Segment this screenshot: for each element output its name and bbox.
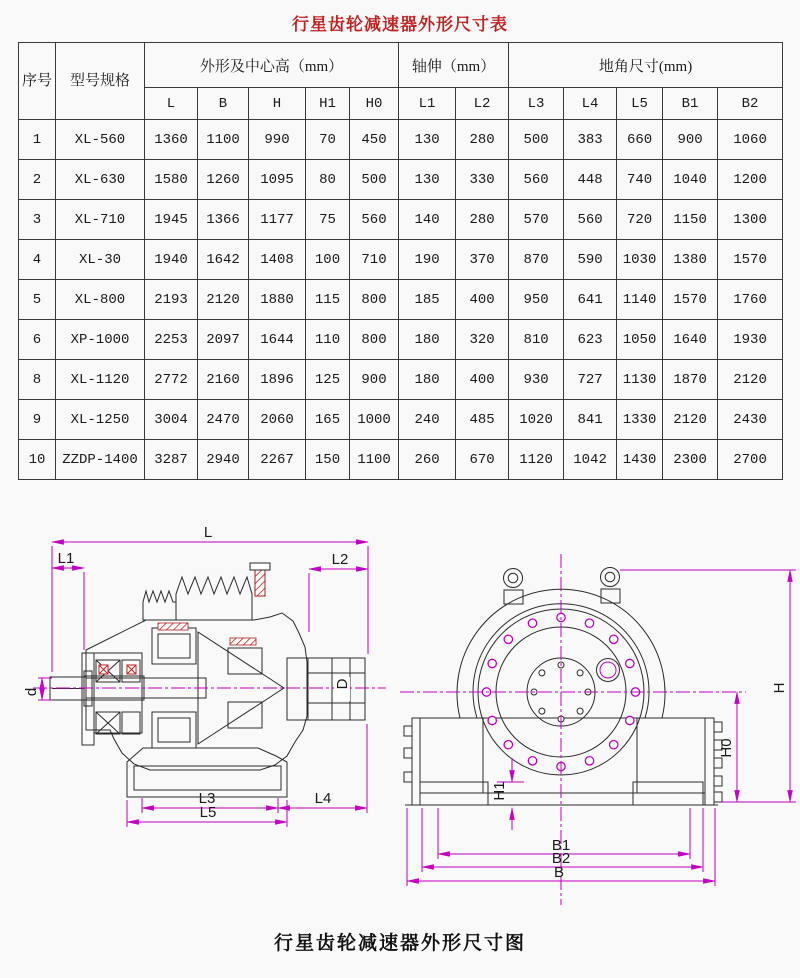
model-cell: XL-800	[56, 280, 145, 320]
value-cell: 80	[306, 160, 350, 200]
table-row	[19, 440, 783, 480]
value-cell: 570	[509, 200, 564, 240]
value-cell: 370	[456, 240, 509, 280]
pedestal-body	[420, 718, 705, 805]
model-cell: ZZDP-1400	[56, 440, 145, 480]
output-shaft	[287, 658, 365, 720]
stud-bolts	[404, 722, 722, 802]
subheader-B: B	[198, 88, 249, 120]
subheader-H: H	[249, 88, 306, 120]
value-cell: 1300	[718, 200, 783, 240]
dim-label-L2: L2	[331, 551, 349, 568]
value-cell: 1642	[198, 240, 249, 280]
value-cell: 560	[350, 200, 399, 240]
dim-label-L: L	[203, 524, 213, 541]
value-cell: 240	[399, 400, 456, 440]
value-cell: 1330	[617, 400, 663, 440]
header-seq: 序号	[19, 43, 56, 120]
value-cell: 1940	[145, 240, 198, 280]
value-cell: 1408	[249, 240, 306, 280]
value-cell: 870	[509, 240, 564, 280]
value-cell: 1140	[617, 280, 663, 320]
value-cell: 1260	[198, 160, 249, 200]
value-cell: 1870	[663, 360, 718, 400]
value-cell: 2772	[145, 360, 198, 400]
value-cell: 800	[350, 280, 399, 320]
table-body	[19, 120, 783, 480]
value-cell: 140	[399, 200, 456, 240]
subheader-L1: L1	[399, 88, 456, 120]
value-cell: 930	[509, 360, 564, 400]
dim-label-L5: L5	[199, 804, 217, 821]
seq-cell: 5	[19, 280, 56, 320]
seq-cell: 10	[19, 440, 56, 480]
value-cell: 1930	[718, 320, 783, 360]
value-cell: 1150	[663, 200, 718, 240]
value-cell: 590	[564, 240, 617, 280]
table-row	[19, 280, 783, 320]
value-cell: 1120	[509, 440, 564, 480]
value-cell: 1060	[718, 120, 783, 160]
bearing	[96, 660, 140, 734]
value-cell: 670	[456, 440, 509, 480]
value-cell: 2700	[718, 440, 783, 480]
table-row	[19, 320, 783, 360]
value-cell: 125	[306, 360, 350, 400]
value-cell: 1042	[564, 440, 617, 480]
value-cell: 1380	[663, 240, 718, 280]
header-model: 型号规格	[56, 43, 145, 120]
seq-cell: 1	[19, 120, 56, 160]
value-cell: 448	[564, 160, 617, 200]
value-cell: 485	[456, 400, 509, 440]
dim-label-H1: H1	[491, 781, 508, 801]
value-cell: 185	[399, 280, 456, 320]
value-cell: 165	[306, 400, 350, 440]
seal-band	[158, 623, 188, 630]
model-cell: XL-710	[56, 200, 145, 240]
value-cell: 130	[399, 160, 456, 200]
value-cell: 2253	[145, 320, 198, 360]
model-cell: XL-1250	[56, 400, 145, 440]
table-row	[19, 400, 783, 440]
seq-cell: 9	[19, 400, 56, 440]
table-row	[19, 240, 783, 280]
breather-plug	[250, 563, 270, 596]
value-cell: 260	[399, 440, 456, 480]
seq-cell: 4	[19, 240, 56, 280]
value-cell: 2193	[145, 280, 198, 320]
dim-label-H: H	[771, 682, 788, 694]
dimension-lines-left	[38, 542, 368, 827]
header-group-shaft: 轴伸（mm）	[399, 43, 509, 88]
value-cell: 2120	[718, 360, 783, 400]
value-cell: 2160	[198, 360, 249, 400]
value-cell: 727	[564, 360, 617, 400]
dim-label-B: B	[553, 864, 565, 881]
value-cell: 950	[509, 280, 564, 320]
value-cell: 100	[306, 240, 350, 280]
header-group-outline: 外形及中心高（mm）	[145, 43, 399, 88]
dim-label-d: d	[23, 687, 40, 697]
value-cell: 2060	[249, 400, 306, 440]
subheader-L5: L5	[617, 88, 663, 120]
fins-large	[176, 577, 252, 620]
table-row	[19, 360, 783, 400]
dim-label-L4: L4	[314, 790, 332, 807]
value-cell: 3287	[145, 440, 198, 480]
value-cell: 130	[399, 120, 456, 160]
value-cell: 1570	[718, 240, 783, 280]
value-cell: 1580	[145, 160, 198, 200]
value-cell: 70	[306, 120, 350, 160]
subheader-H1: H1	[306, 88, 350, 120]
end-view	[400, 554, 796, 905]
page-title: 行星齿轮减速器外形尺寸表	[292, 15, 508, 34]
value-cell: 2120	[198, 280, 249, 320]
dimension-drawing	[0, 520, 800, 915]
value-cell: 1000	[350, 400, 399, 440]
value-cell: 3004	[145, 400, 198, 440]
seal-band	[230, 638, 256, 645]
drawing-caption: 行星齿轮减速器外形尺寸图	[273, 933, 526, 954]
value-cell: 1130	[617, 360, 663, 400]
value-cell: 1030	[617, 240, 663, 280]
value-cell: 740	[617, 160, 663, 200]
value-cell: 2120	[663, 400, 718, 440]
value-cell: 500	[350, 160, 399, 200]
dim-label-L3: L3	[198, 790, 216, 807]
value-cell: 400	[456, 280, 509, 320]
sectional-view	[23, 524, 386, 827]
value-cell: 900	[663, 120, 718, 160]
value-cell: 1020	[509, 400, 564, 440]
value-cell: 641	[564, 280, 617, 320]
table-row	[19, 200, 783, 240]
model-cell: XL-1120	[56, 360, 145, 400]
value-cell: 1640	[663, 320, 718, 360]
value-cell: 1880	[249, 280, 306, 320]
header-group-foot: 地角尺寸(mm)	[509, 43, 783, 88]
value-cell: 280	[456, 200, 509, 240]
value-cell: 500	[509, 120, 564, 160]
value-cell: 1570	[663, 280, 718, 320]
value-cell: 560	[509, 160, 564, 200]
dimension-lines-right	[407, 570, 796, 886]
model-cell: XL-30	[56, 240, 145, 280]
value-cell: 180	[399, 320, 456, 360]
value-cell: 2470	[198, 400, 249, 440]
seq-cell: 2	[19, 160, 56, 200]
model-cell: XL-560	[56, 120, 145, 160]
value-cell: 1430	[617, 440, 663, 480]
value-cell: 1095	[249, 160, 306, 200]
value-cell: 150	[306, 440, 350, 480]
value-cell: 2267	[249, 440, 306, 480]
value-cell: 1945	[145, 200, 198, 240]
value-cell: 900	[350, 360, 399, 400]
value-cell: 110	[306, 320, 350, 360]
seq-cell: 6	[19, 320, 56, 360]
subheader-L2: L2	[456, 88, 509, 120]
dim-label-D: D	[334, 678, 351, 690]
subheader-L: L	[145, 88, 198, 120]
value-cell: 710	[350, 240, 399, 280]
value-cell: 1760	[718, 280, 783, 320]
value-cell: 2430	[718, 400, 783, 440]
table-row	[19, 120, 783, 160]
value-cell: 1177	[249, 200, 306, 240]
value-cell: 623	[564, 320, 617, 360]
value-cell: 75	[306, 200, 350, 240]
value-cell: 180	[399, 360, 456, 400]
dim-label-B2: B2	[551, 850, 571, 867]
subheader-H0: H0	[350, 88, 399, 120]
value-cell: 1050	[617, 320, 663, 360]
dim-label-B1: B1	[551, 837, 571, 854]
subheader-B1: B1	[663, 88, 718, 120]
value-cell: 400	[456, 360, 509, 400]
value-cell: 1644	[249, 320, 306, 360]
value-cell: 330	[456, 160, 509, 200]
value-cell: 1896	[249, 360, 306, 400]
value-cell: 383	[564, 120, 617, 160]
value-cell: 1360	[145, 120, 198, 160]
spec-table	[18, 42, 783, 480]
table-row	[19, 160, 783, 200]
value-cell: 800	[350, 320, 399, 360]
value-cell: 1100	[350, 440, 399, 480]
subheader-L4: L4	[564, 88, 617, 120]
value-cell: 450	[350, 120, 399, 160]
value-cell: 190	[399, 240, 456, 280]
model-cell: XP-1000	[56, 320, 145, 360]
value-cell: 560	[564, 200, 617, 240]
subheader-L3: L3	[509, 88, 564, 120]
dim-label-H0: H0	[718, 738, 735, 758]
value-cell: 1100	[198, 120, 249, 160]
value-cell: 810	[509, 320, 564, 360]
value-cell: 2097	[198, 320, 249, 360]
seq-cell: 8	[19, 360, 56, 400]
dim-label-L1: L1	[57, 550, 75, 567]
subheader-B2: B2	[718, 88, 783, 120]
value-cell: 1040	[663, 160, 718, 200]
value-cell: 1200	[718, 160, 783, 200]
value-cell: 720	[617, 200, 663, 240]
value-cell: 2300	[663, 440, 718, 480]
eyebolt	[504, 568, 621, 605]
value-cell: 280	[456, 120, 509, 160]
seq-cell: 3	[19, 200, 56, 240]
value-cell: 660	[617, 120, 663, 160]
value-cell: 2940	[198, 440, 249, 480]
value-cell: 320	[456, 320, 509, 360]
value-cell: 115	[306, 280, 350, 320]
value-cell: 841	[564, 400, 617, 440]
value-cell: 990	[249, 120, 306, 160]
value-cell: 1366	[198, 200, 249, 240]
model-cell: XL-630	[56, 160, 145, 200]
fins-small	[143, 591, 176, 620]
